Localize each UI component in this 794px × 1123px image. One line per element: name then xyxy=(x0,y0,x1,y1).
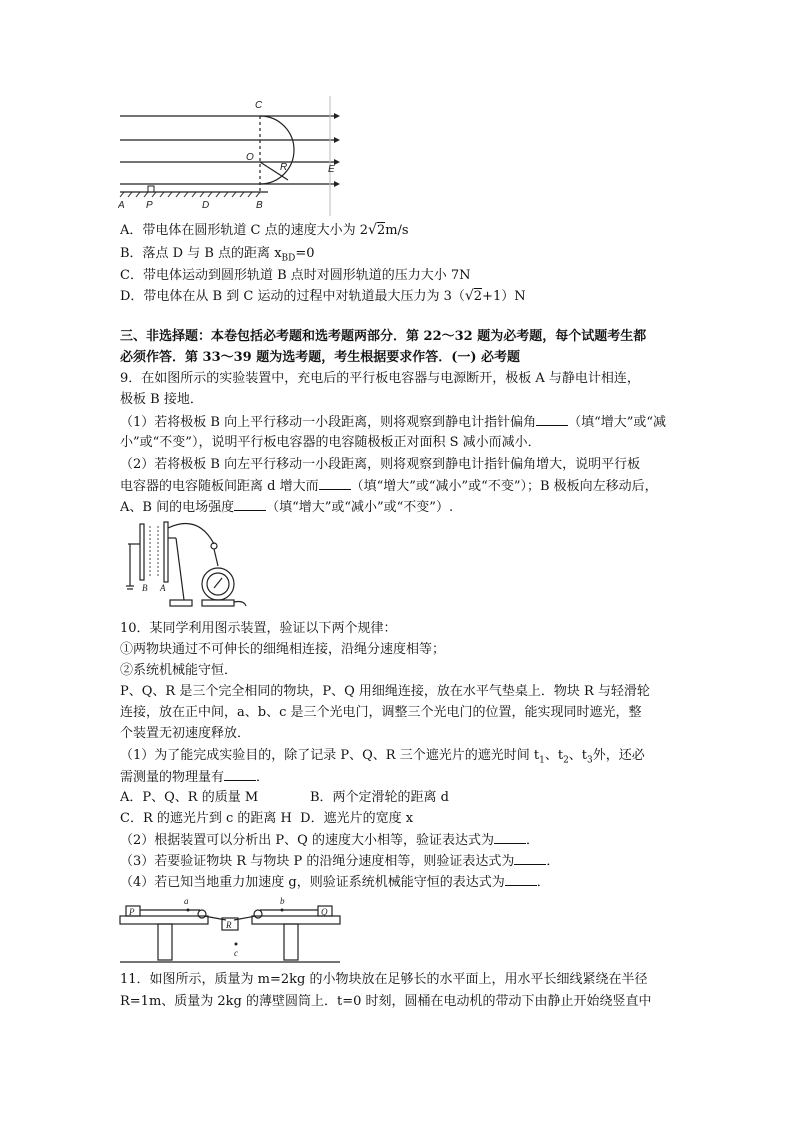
q10-line6: 个装置无初速度释放． xyxy=(120,726,251,741)
q10-part1-text: （1）为了能完成实验目的，除了记录 P、Q、R 三个遮光片的遮光时间 t xyxy=(120,748,540,763)
label-p: P xyxy=(146,200,153,211)
q10-part3-text: （3）若要验证物块 R 与物块 P 的沿绳分速度相等，则验证表达式为 xyxy=(120,854,515,869)
choice-a: A．P、Q、R 的质量 M xyxy=(120,790,259,805)
label-d: D xyxy=(202,200,210,211)
radicand: 2 xyxy=(473,289,483,304)
q9-line5: （2）若将极板 B 向左平行移动一小段距离，则将观察到静电计指针偏角增大，说明平行板 xyxy=(120,457,641,472)
label-q: Q xyxy=(321,907,328,917)
separator: 、t xyxy=(568,748,588,763)
label-p: P xyxy=(129,907,135,917)
sqrt-sign: √ xyxy=(368,222,377,238)
label-a: A xyxy=(160,583,166,593)
choice-d: D．遮光片的宽度 x xyxy=(300,811,414,826)
choice-b: B．两个定滑轮的距离 d xyxy=(310,790,450,805)
q11-line2: R=1m、质量为 2kg 的薄壁圆筒上．t=0 时刻，圆桶在电动机的带动下由静止开始绕竖直中 xyxy=(120,994,652,1009)
figure-capacitor-electrometer xyxy=(118,516,258,612)
label-c: C xyxy=(255,100,263,111)
option-c: C．带电体运动到圆形轨道 B 点时对圆形轨道的压力大小 7N xyxy=(120,268,471,283)
q10-line2: ①两物块通过不可伸长的细绳相连接，沿绳分速度相等； xyxy=(120,642,446,657)
q9-part1-text: （1）若将极板 B 向上平行移动一小段距离，则将观察到静电计指针偏角 xyxy=(120,415,537,430)
label-c: c xyxy=(234,948,238,958)
answer-blank[interactable] xyxy=(234,498,266,511)
q9-part3-text: A、B 间的电场强度 xyxy=(120,500,235,515)
option-d-end: +1）N xyxy=(482,289,526,304)
q9-line1: 9．在如图所示的实验装置中，充电后的平行板电容器与电源断开，极板 A 与静电计相连， xyxy=(120,371,640,386)
label-b: B xyxy=(256,200,263,211)
q9-line4: 小”或“不变”），说明平行板电容器的电容随极板正对面积 S 减小而减小． xyxy=(120,435,541,450)
subscript: 2 xyxy=(563,755,569,766)
subscript: BD xyxy=(281,253,296,264)
period: ． xyxy=(256,770,270,785)
q10-required-text: 需测量的物理量有 xyxy=(120,770,225,785)
section-heading-line1: 三、非选择题：本卷包括必考题和选考题两部分．第 22～32 题为必考题，每个试题考生都 xyxy=(120,329,647,344)
option-b-text: B．落点 D 与 B 点的距离 x xyxy=(120,246,282,261)
q10-line8 xyxy=(120,768,269,786)
q9-line7 xyxy=(120,498,453,516)
choice-c: C．R 的遮光片到 c 的距离 H xyxy=(120,811,292,826)
q9-part2-text: 电容器的电容随板间距离 d 增大而 xyxy=(120,479,319,494)
q9-part1-hint: （填“增大”或“减 xyxy=(568,415,667,430)
period: ． xyxy=(546,854,560,869)
q10-options-row2 xyxy=(120,810,413,827)
q10-line3: ②系统机械能守恒． xyxy=(120,663,238,678)
period: ． xyxy=(525,833,539,848)
label-r: R xyxy=(226,920,232,930)
q10-part1-end: 外，还必 xyxy=(592,748,645,763)
q10-line1: 10．某同学利用图示装置，验证以下两个规律： xyxy=(120,621,397,636)
option-b xyxy=(120,245,315,268)
q10-line13 xyxy=(120,873,550,891)
radicand: 2 xyxy=(376,223,386,238)
option-a xyxy=(120,222,409,239)
q10-line5: 连接，放在正中间，a、b、c 是三个光电门，调整三个光电门的位置，能实现同时遮光，整 xyxy=(120,705,642,720)
option-b-value: =0 xyxy=(295,246,315,261)
label-b: B xyxy=(142,583,148,593)
answer-blank[interactable] xyxy=(319,477,351,490)
subscript: 1 xyxy=(539,755,545,766)
answer-blank[interactable] xyxy=(224,768,256,781)
sqrt-sign: √ xyxy=(464,288,474,304)
label-e: E xyxy=(328,164,335,175)
q11-line1: 11．如图所示，质量为 m=2kg 的小物块放在足够长的水平面上，用水平长细线紧绕在半径 xyxy=(120,972,648,987)
figure-air-track xyxy=(118,896,342,964)
option-a-text: A．带电体在圆形轨道 C 点的速度大小为 2 xyxy=(120,223,369,238)
answer-blank[interactable] xyxy=(505,873,537,886)
option-d xyxy=(120,288,526,305)
section-heading-line2: 必须作答．第 33～39 题为选考题，考生根据要求作答．(一) 必考题 xyxy=(120,350,521,365)
label-a: A xyxy=(118,200,125,211)
q10-line11 xyxy=(120,831,539,849)
q10-line7 xyxy=(120,747,645,770)
subscript: 3 xyxy=(587,755,593,766)
answer-blank[interactable] xyxy=(494,831,526,844)
q10-line12 xyxy=(120,852,559,870)
option-d-text: D．带电体在从 B 到 C 运动的过程中对轨道最大压力为 3（ xyxy=(120,289,465,304)
answer-blank[interactable] xyxy=(514,852,546,865)
unit: m/s xyxy=(385,223,409,238)
figure-circular-track xyxy=(118,96,344,216)
q10-line4: P、Q、R 是三个完全相同的物块，P、Q 用细绳连接，放在水平气垫桌上．物块 R 与轻滑轮 xyxy=(120,684,650,699)
label-o: O xyxy=(246,152,254,163)
period: ． xyxy=(536,875,550,890)
q9-line2: 极板 B 接地． xyxy=(120,392,203,407)
q10-part4-text: （4）若已知当地重力加速度 g，则验证系统机械能守恒的表达式为 xyxy=(120,875,505,890)
label-r: R xyxy=(280,162,288,173)
separator: 、t xyxy=(544,748,564,763)
answer-blank[interactable] xyxy=(536,413,568,426)
q10-part2-text: （2）根据装置可以分析出 P、Q 的速度大小相等，验证表达式为 xyxy=(120,833,494,848)
q9-part2-hint: （填“增大”或“减小”或“不变”）；B 极板向左移动后， xyxy=(350,479,658,494)
q9-line6 xyxy=(120,477,658,495)
q9-part3-hint: （填“增大”或“减小”或“不变”）. xyxy=(266,500,454,515)
label-a: a xyxy=(184,896,189,906)
q10-options-row1 xyxy=(120,789,449,806)
label-b: b xyxy=(280,896,285,906)
q9-line3 xyxy=(120,413,666,431)
